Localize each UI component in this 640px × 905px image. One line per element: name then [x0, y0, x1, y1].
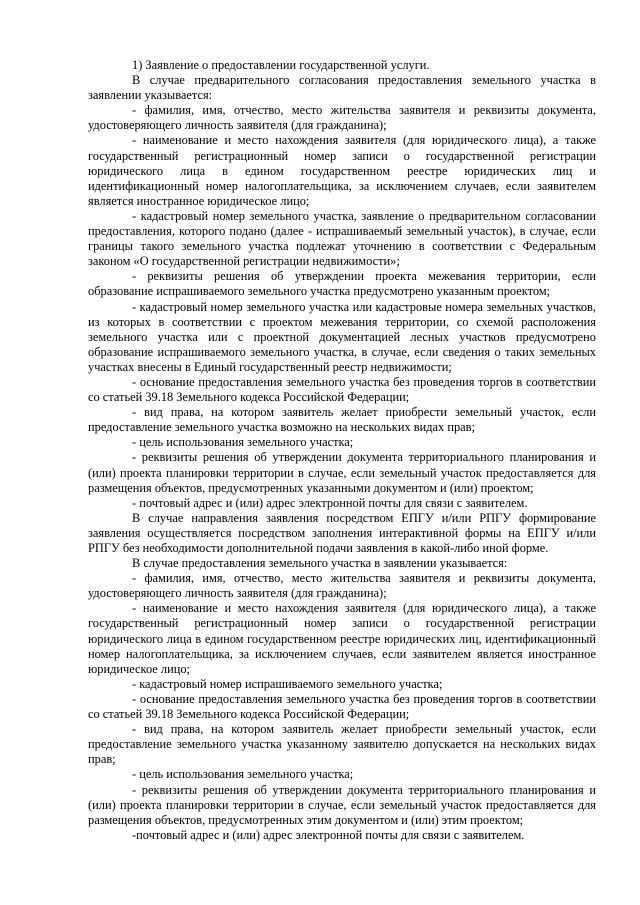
paragraph-epgu-submission: В случае направления заявления посредством ЕПГУ и/или РПГУ формирование заявления осуществляется посредством заполнения интерактивной формы на ЕПГУ и/или РПГУ без необходимости дополнительной подачи заявления в какой-либо иной форме.	[88, 510, 596, 555]
list-item: - кадастровый номер земельного участка или кадастровые номера земельных участков, из которых в соответствии с проектом межевания территории, со схемой расположения земельного участка или с проектной документацией лесных участков предусмотрено образование испрашиваемого земельного участка, в случае, если сведения о таких земельных участках внесены в Единый государственный реестр недвижимости;	[88, 299, 596, 374]
list-item: - вид права, на котором заявитель желает приобрести земельный участок, если предоставление земельного участка указанному заявителю допускается на нескольких видах прав;	[88, 722, 596, 767]
list-item: - основание предоставления земельного участка без проведения торгов в соответствии со статьей 39.18 Земельного кодекса Российской Федерации;	[88, 374, 596, 405]
application-heading: 1) Заявление о предоставлении государственной услуги.	[132, 58, 430, 72]
list-item: - вид права, на котором заявитель желает приобрести земельный участок, если предоставление земельного участка возможно на нескольких видах прав;	[88, 405, 596, 435]
list-item: - наименование и место нахождения заявителя (для юридического лица), а также государственный регистрационный номер записи о государственной регистрации юридического лица в едином государственном реестре юридических лиц, идентификационный номер налогоплательщика, за исключением случаев, если заявителем является иностранное юридическое лицо;	[88, 601, 596, 676]
list-item: - цель использования земельного участка;	[132, 435, 354, 450]
list-item: - почтовый адрес и (или) адрес электронной почты для связи с заявителем.	[132, 495, 528, 510]
list-item: - основание предоставления земельного участка без проведения торгов в соответствии со статьей 39.18 Земельного кодекса Российской Федерации;	[88, 691, 596, 722]
list-item: - кадастровый номер земельного участка, заявление о предварительном согласовании предоставления, которого подано (далее - испрашиваемый земельный участок), в случае, если границы такого земельного участка подлежат уточнению в соответствии с Федеральным законом «О государственной регистрации недвижимости»;	[88, 208, 596, 269]
list-item: - кадастровый номер испрашиваемого земельного участка;	[132, 676, 443, 691]
list-item: - фамилия, имя, отчество, место жительства заявителя и реквизиты документа, удостоверяющего личность заявителя (для гражданина);	[88, 103, 596, 133]
list-item: - фамилия, имя, отчество, место жительства заявителя и реквизиты документа, удостоверяющего личность заявителя (для гражданина);	[88, 571, 596, 601]
paragraph-preliminary-approval-intro: В случае предварительного согласования предоставления земельного участка в заявлении указывается:	[88, 73, 596, 103]
list-item: - цель использования земельного участка;	[132, 767, 354, 782]
document-page	[88, 58, 596, 843]
list-item: - реквизиты решения об утверждении документа территориального планирования и (или) проекта планировки территории в случае, если земельный участок предоставляется для размещения объектов, предусмотренных этим документом и (или) этим проектом;	[88, 782, 596, 827]
list-item: - реквизиты решения об утверждении документа территориального планирования и (или) проекта планировки территории в случае, если земельный участок предоставляется для размещения объектов, предусмотренных указанными документом и (или) проектом;	[88, 450, 596, 495]
list-item: - реквизиты решения об утверждении проекта межевания территории, если образование испрашиваемого земельного участка предусмотрено указанным проектом;	[88, 269, 596, 299]
list-item: - наименование и место нахождения заявителя (для юридического лица), а также государственный регистрационный номер записи о государственной регистрации юридического лица в едином государственном реестре юридических лиц и идентификационный номер налогоплательщика, за исключением случаев, если заявителем является иностранное юридическое лицо;	[88, 133, 596, 208]
paragraph-provision-intro: В случае предоставления земельного участка в заявлении указывается:	[132, 556, 508, 571]
list-item: -почтовый адрес и (или) адрес электронной почты для связи с заявителем.	[132, 827, 525, 842]
